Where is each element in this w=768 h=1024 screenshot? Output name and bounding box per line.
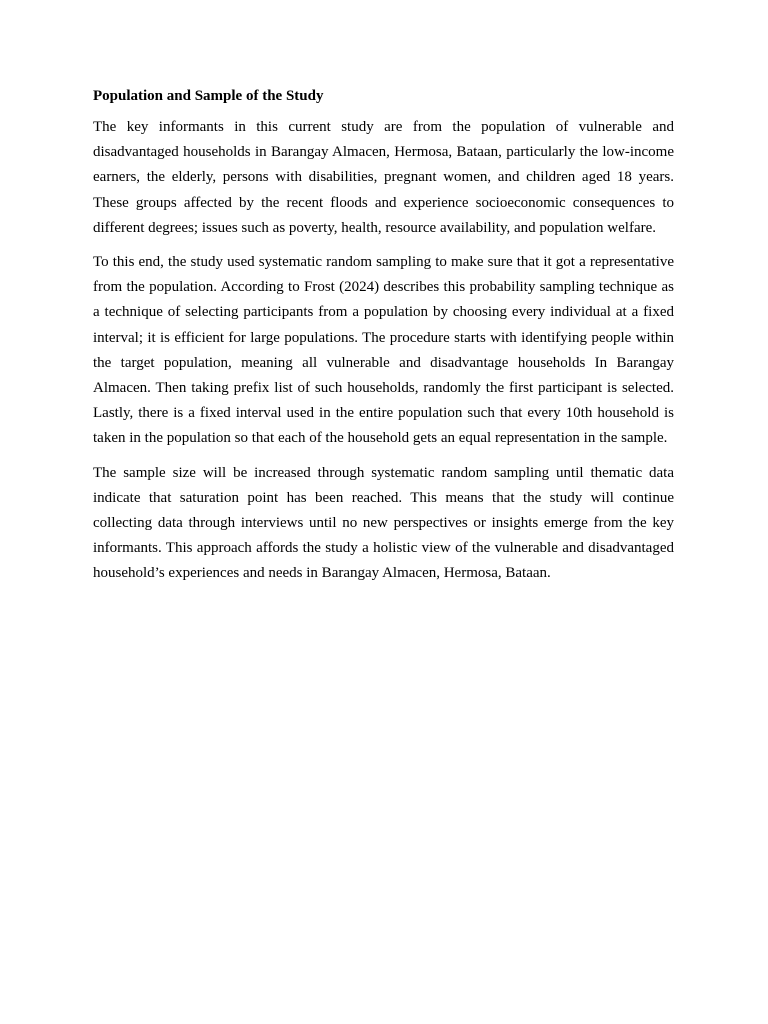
section-heading: Population and Sample of the Study bbox=[93, 88, 324, 104]
document-body bbox=[93, 86, 674, 596]
paragraph-key-informants: The key informants in this current study are from the population of vulnerable and disadvantaged households in Barangay Almacen, Hermosa, Bataan, particularly the low-income earners, the elderly, persons with disabilities, pregnant women, and children aged 18 years. These groups affected by the recent floods and experience socioeconomic consequences to different degrees; issues such as poverty, health, resource availability, and population welfare. bbox=[93, 119, 674, 236]
paragraph-sample-size: The sample size will be increased through systematic random sampling until thematic data indicate that saturation point has been reached. This means that the study will continue collecting data through interviews until no new perspectives or insights emerge from the key informants. This approach affords the study a holistic view of the vulnerable and disadvantaged household’s experiences and needs in Barangay Almacen, Hermosa, Bataan. bbox=[93, 464, 674, 582]
paragraph-sampling-method: To this end, the study used systematic random sampling to make sure that it got a representative from the population. According to Frost (2024) describes this probability sampling technique as a technique of selecting participants from a population by choosing every individual at a fixed interval; it is efficient for large populations. The procedure starts with identifying people within the target population, meaning all vulnerable and disadvantage households In Barangay Almacen. Then taking prefix list of such households, randomly the first participant is selected. Lastly, there is a fixed interval used in the entire population such that every 10th household is taken in the population so that each of the household gets an equal representation in the sample. bbox=[93, 254, 674, 447]
